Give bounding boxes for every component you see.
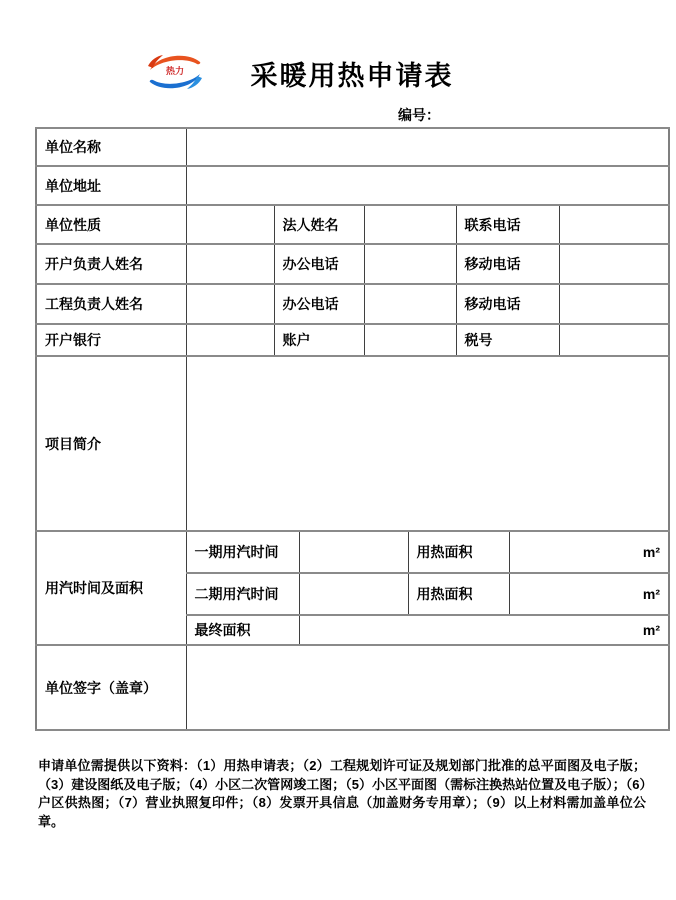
serial-number-label: 编号： [398,107,440,123]
table-row [36,531,669,573]
office-phone-input-cell[interactable] [364,244,456,284]
signature-label: 单位签字（盖章） [36,645,186,730]
logo-text: 热力 [165,66,185,76]
phase1-time-input-cell[interactable] [299,531,408,573]
mobile-phone2-input-cell[interactable] [559,284,669,324]
unit-address-label: 单位地址 [36,166,186,205]
usage-section-label: 用汽时间及面积 [36,531,186,645]
phase2-time-label: 二期用汽时间 [186,573,299,615]
page-title: 采暖用热申请表 [250,61,454,91]
office-phone2-label: 办公电话 [274,284,364,324]
unit-address-input-cell[interactable] [186,166,669,205]
account-manager-input-cell[interactable] [186,244,274,284]
table-row [36,356,669,531]
heat-area1-label: 用热面积 [408,531,509,573]
contact-phone-label: 联系电话 [456,205,559,244]
unit-name-input-cell[interactable] [186,128,669,166]
unit-nature-label: 单位性质 [36,205,186,244]
heat-area2-label: 用热面积 [408,573,509,615]
area-unit2: m² [642,586,660,602]
signature-input-cell[interactable] [186,645,669,730]
application-table [35,127,670,731]
table-row [36,166,669,205]
unit-nature-input-cell[interactable] [186,205,274,244]
mobile-phone2-label: 移动电话 [456,284,559,324]
office-phone-label: 办公电话 [274,244,364,284]
table-row [36,284,669,324]
project-manager-label: 工程负责人姓名 [36,284,186,324]
project-intro-label: 项目简介 [36,356,186,531]
mobile-phone-input-cell[interactable] [559,244,669,284]
mobile-phone-label: 移动电话 [456,244,559,284]
table-row [36,324,669,356]
final-area-label: 最终面积 [186,615,299,645]
heat-area2-input-cell[interactable] [509,573,669,615]
project-manager-input-cell[interactable] [186,284,274,324]
table-row [36,244,669,284]
contact-phone-input-cell[interactable] [559,205,669,244]
area-unit3: m² [642,622,660,638]
required-materials-note: 申请单位需提供以下资料：（1）用热申请表；（2）工程规划许可证及规划部门批准的总平面图及电子版；（3）建设图纸及电子版；（4）小区二次管网竣工图；（5）小区平面图（需标注换热站位置及电子版）；（6）户区供热图；（7）营业执照复印件；（8）发票开具信息（加盖财务专用章）；（9）以上材料需加盖单位公章。 [38,758,646,829]
legal-person-label: 法人姓名 [274,205,364,244]
unit-name-label: 单位名称 [36,128,186,166]
heat-area1-input-cell[interactable] [509,531,669,573]
account-label: 账户 [274,324,364,356]
project-intro-input-cell[interactable] [186,356,669,531]
bank-input-cell[interactable] [186,324,274,356]
tax-label: 税号 [456,324,559,356]
phase2-time-input-cell[interactable] [299,573,408,615]
legal-person-input-cell[interactable] [364,205,456,244]
account-input-cell[interactable] [364,324,456,356]
bank-label: 开户银行 [36,324,186,356]
tax-input-cell[interactable] [559,324,669,356]
final-area-input-cell[interactable] [299,615,669,645]
table-row [36,645,669,730]
office-phone2-input-cell[interactable] [364,284,456,324]
area-unit1: m² [642,544,660,560]
table-row [36,128,669,166]
phase1-time-label: 一期用汽时间 [186,531,299,573]
table-row [36,205,669,244]
account-manager-label: 开户负责人姓名 [36,244,186,284]
